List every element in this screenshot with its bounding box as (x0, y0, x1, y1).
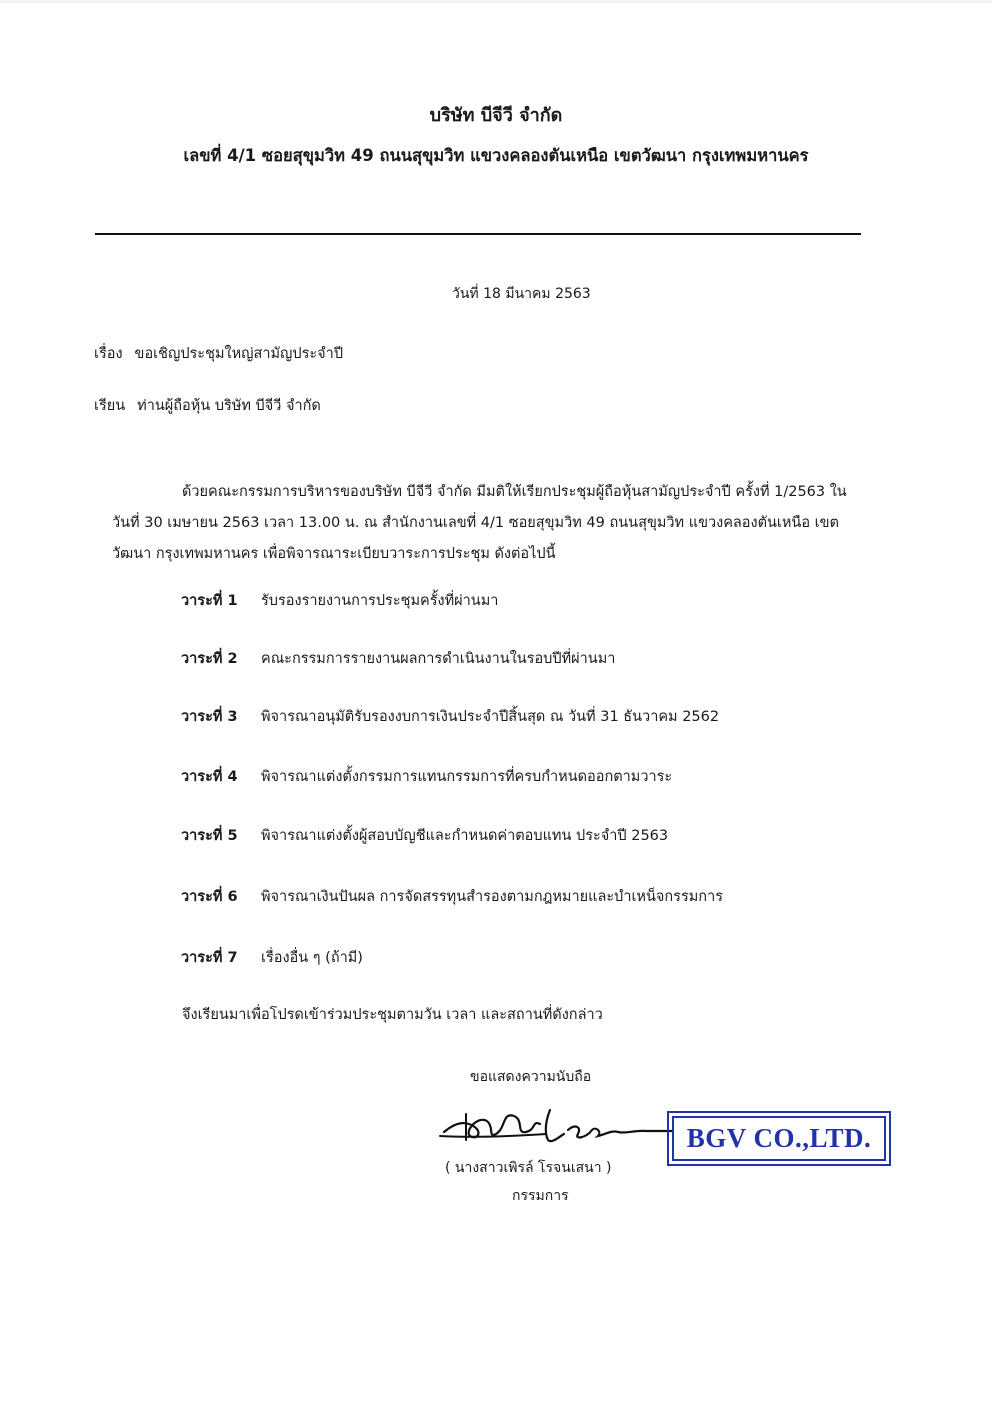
body-paragraph (112, 477, 884, 570)
company-address: เลขที่ 4/1 ซอยสุขุมวิท 49 ถนนสุขุมวิท แขวงคลองตันเหนือ เขตวัฒนา กรุงเทพมหานคร (183, 146, 809, 165)
subject-label: เรื่อง (94, 346, 123, 362)
stamp-text: BGV CO.,LTD. (672, 1116, 886, 1161)
subject-text: ขอเชิญประชุมใหญ่สามัญประจำปี (134, 346, 344, 362)
agenda-item (181, 647, 615, 670)
agenda-number: วาระที่ 3 (181, 709, 238, 725)
agenda-text: พิจารณาอนุมัติรับรองงบการเงินประจำปีสิ้นสุด ณ วันที่ 31 ธันวาคม 2562 (261, 709, 720, 725)
recipient-label: เรียน (94, 398, 126, 414)
regards-text: ขอแสดงความนับถือ (470, 1069, 592, 1085)
agenda-number: วาระที่ 7 (181, 950, 238, 966)
company-stamp (667, 1111, 891, 1166)
letterhead-divider (95, 233, 861, 235)
company-name: บริษัท บีจีวี จำกัด (429, 105, 563, 126)
agenda-number: วาระที่ 6 (181, 889, 238, 905)
agenda-text: พิจารณาแต่งตั้งผู้สอบบัญชีและกำหนดค่าตอบแทน ประจำปี 2563 (261, 828, 669, 844)
agenda-text: พิจารณาแต่งตั้งกรรมการแทนกรรมการที่ครบกำหนดออกตามวาระ (261, 769, 673, 785)
agenda-number: วาระที่ 5 (181, 828, 238, 844)
agenda-item (181, 946, 363, 969)
agenda-item (181, 705, 719, 728)
agenda-item (181, 589, 498, 612)
handwritten-signature (436, 1100, 676, 1154)
scan-edge (0, 0, 992, 3)
subject-line (94, 342, 343, 365)
body-line: วัฒนา กรุงเทพมหานคร เพื่อพิจารณาระเบียบวาระการประชุม ดังต่อไปนี้ (112, 546, 556, 562)
letter-date: วันที่ 18 มีนาคม 2563 (452, 286, 591, 302)
recipient-text: ท่านผู้ถือหุ้น บริษัท บีจีวี จำกัด (137, 398, 321, 414)
signatory-title: กรรมการ (512, 1188, 569, 1204)
agenda-item (181, 765, 672, 788)
body-line: ด้วยคณะกรรมการบริหารของบริษัท บีจีวี จำกัด มีมติให้เรียกประชุมผู้ถือหุ้นสามัญประจำปี ครั้งที่ 1/2563 ใน (182, 484, 847, 500)
agenda-number: วาระที่ 4 (181, 769, 238, 785)
agenda-number: วาระที่ 1 (181, 593, 238, 609)
recipient-line (94, 394, 321, 417)
closing-text: จึงเรียนมาเพื่อโปรดเข้าร่วมประชุมตามวัน เวลา และสถานที่ดังกล่าว (182, 1007, 603, 1023)
agenda-text: คณะกรรมการรายงานผลการดำเนินงานในรอบปีที่ผ่านมา (261, 651, 616, 667)
agenda-text: เรื่องอื่น ๆ (ถ้ามี) (261, 950, 363, 966)
body-line: วันที่ 30 เมษายน 2563 เวลา 13.00 น. ณ สำนักงานเลขที่ 4/1 ซอยสุขุมวิท 49 ถนนสุขุมวิท แขวงคลองตันเหนือ เขต (112, 515, 839, 531)
agenda-number: วาระที่ 2 (181, 651, 238, 667)
agenda-item (181, 824, 668, 847)
agenda-text: พิจารณาเงินปันผล การจัดสรรทุนสำรองตามกฎหมายและบำเหน็จกรรมการ (261, 889, 724, 905)
agenda-item (181, 885, 723, 908)
agenda-text: รับรองรายงานการประชุมครั้งที่ผ่านมา (261, 593, 499, 609)
signatory-name: ( นางสาวเพิรล์ โรจนเสนา ) (445, 1160, 612, 1176)
